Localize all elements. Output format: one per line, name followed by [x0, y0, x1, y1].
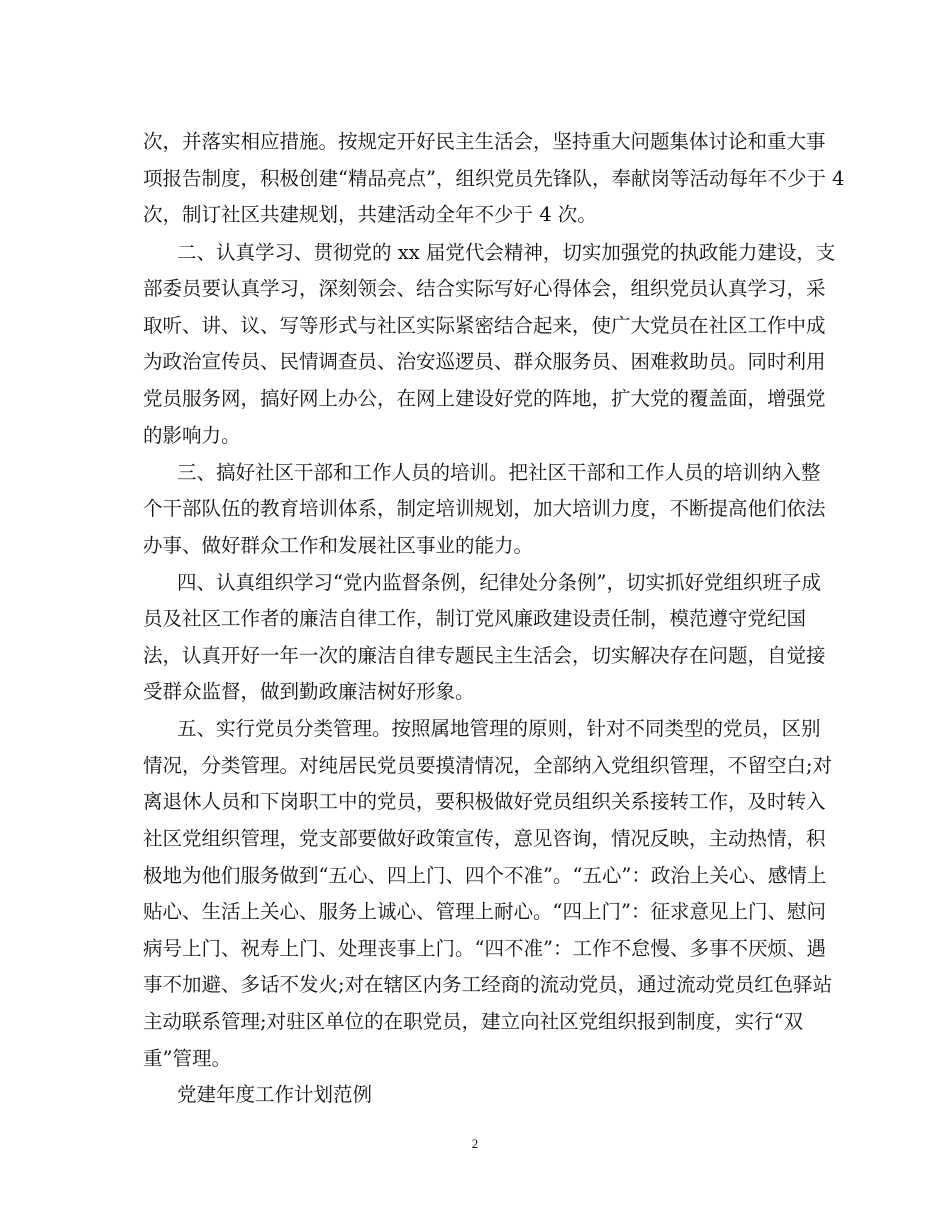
body-line: 受群众监督，做到勤政廉洁树好形象。: [143, 680, 475, 703]
paragraph-start-line: 二、认真学习、贯彻党的 xx 届党代会精神，切实加强党的执政能力建设，支: [177, 241, 836, 264]
body-line: 法，认真开好一年一次的廉洁自律专题民主生活会，切实解决存在问题，自觉接: [143, 644, 826, 667]
body-line: 个干部队伍的教育培训体系，制定培训规划，加大培训力度，不断提高他们依法: [143, 497, 826, 520]
body-line: 情况，分类管理。对纯居民党员要摸清情况，全部纳入党组织管理，不留空白;对: [143, 754, 833, 777]
body-line: 离退休人员和下岗职工中的党员，要积极做好党员组织关系接转工作，及时转入: [143, 790, 826, 813]
body-line: 极地为他们服务做到“五心、四上门、四个不准”。“五心”：政治上关心、感情上: [143, 864, 827, 887]
body-line: 次，并落实相应措施。按规定开好民主生活会，坚持重大问题集体讨论和重大事: [143, 130, 826, 153]
body-line: 病号上门、祝寿上门、处理丧事上门。“四不准”：工作不怠慢、多事不厌烦、遇: [143, 937, 826, 960]
body-line: 项报告制度，积极创建“精品亮点”，组织党员先锋队，奉献岗等活动每年不少于 4: [143, 167, 845, 190]
body-line: 办事、做好群众工作和发展社区事业的能力。: [143, 534, 534, 557]
page-number: 2: [471, 1136, 479, 1151]
body-line: 次，制订社区共建规划，共建活动全年不少于 4 次。: [143, 203, 597, 226]
body-line: 主动联系管理;对驻区单位的在职党员，建立向社区党组织报到制度，实行“双: [143, 1010, 804, 1033]
body-line: 取听、讲、议、写等形式与社区实际紧密结合起来，使广大党员在社区工作中成: [143, 314, 826, 337]
paragraph-start-line: 四、认真组织学习“党内监督条例，纪律处分条例”，切实抓好党组织班子成: [177, 571, 821, 594]
paragraph-start-line: 三、搞好社区干部和工作人员的培训。把社区干部和工作人员的培训纳入整: [177, 461, 821, 484]
body-line: 部委员要认真学习，深刻领会、结合实际写好心得体会，组织党员认真学习，采: [143, 277, 826, 300]
paragraph-start-line: 五、实行党员分类管理。按照属地管理的原则，针对不同类型的党员，区别: [177, 717, 821, 740]
body-line: 重”管理。: [143, 1047, 231, 1070]
body-line: 党员服务网，搞好网上办公，在网上建设好党的阵地，扩大党的覆盖面，增强党: [143, 387, 826, 410]
section-heading: 党建年度工作计划范例: [177, 1083, 373, 1106]
body-line: 的影响力。: [143, 424, 241, 447]
body-line: 为政治宣传员、民情调查员、治安巡逻员、群众服务员、困难救助员。同时利用: [143, 350, 826, 373]
body-line: 贴心、生活上关心、服务上诚心、管理上耐心。“四上门”：征求意见上门、慰问: [143, 900, 826, 923]
body-line: 员及社区工作者的廉洁自律工作，制订党风廉政建设责任制，模范遵守党纪国: [143, 607, 807, 630]
body-line: 事不加避、多话不发火;对在辖区内务工经商的流动党员，通过流动党员红色驿站: [143, 973, 833, 996]
body-line: 社区党组织管理，党支部要做好政策宣传，意见咨询，情况反映，主动热情，积: [143, 827, 826, 850]
